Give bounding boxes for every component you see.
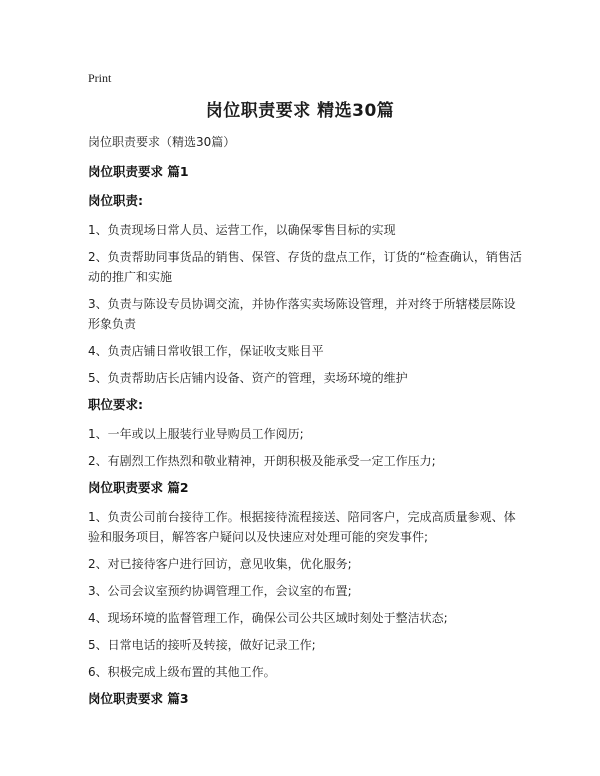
duties-heading: 岗位职责: xyxy=(88,193,143,208)
requirements-heading: 职位要求: xyxy=(88,397,143,412)
list-item: 5、日常电话的接听及转接，做好记录工作; xyxy=(88,638,316,652)
list-item: 1、负责公司前台接待工作。根据接待流程接送、陪同客户，完成高质量参观、体验和服务项目，解答客户疑问以及快速应对处理可能的突发事件; xyxy=(88,510,516,544)
list-item: 6、积极完成上级布置的其他工作。 xyxy=(88,665,276,679)
section-heading-3: 岗位职责要求 篇3 xyxy=(88,691,189,706)
section-heading-1: 岗位职责要求 篇1 xyxy=(88,164,189,179)
list-item: 2、对已接待客户进行回访，意见收集，优化服务; xyxy=(88,557,352,571)
list-item: 4、现场环境的监督管理工作，确保公司公共区域时刻处于整洁状态; xyxy=(88,611,448,625)
section-heading-2: 岗位职责要求 篇2 xyxy=(88,480,189,495)
duty-item: 4、负责店铺日常收银工作，保证收支账目平 xyxy=(88,344,324,358)
duty-item: 3、负责与陈设专员协调交流，并协作落实卖场陈设管理，并对终于所辖楼层陈设形象负责 xyxy=(88,297,516,331)
document-body xyxy=(88,132,524,718)
duty-item: 5、负责帮助店长店铺内设备、资产的管理，卖场环境的维护 xyxy=(88,371,408,385)
list-item: 3、公司会议室预约协调管理工作，会议室的布置; xyxy=(88,584,352,598)
document-title: 岗位职责要求 精选30篇 xyxy=(205,101,395,121)
requirement-item: 2、有剧烈工作热烈和敬业精神，开朗积极及能承受一定工作压力; xyxy=(88,454,436,468)
document-subtitle: 岗位职责要求（精选30篇） xyxy=(88,135,236,149)
duty-item: 1、负责现场日常人员、运营工作，以确保零售目标的实现 xyxy=(88,223,396,237)
requirement-item: 1、一年或以上服装行业导购员工作阅历; xyxy=(88,427,304,441)
duty-item: 2、负责帮助同事货品的销售、保管、存货的盘点工作，订货的“检查确认，销售活动的推广和实施 xyxy=(88,250,522,284)
print-link[interactable]: Print xyxy=(88,71,112,85)
